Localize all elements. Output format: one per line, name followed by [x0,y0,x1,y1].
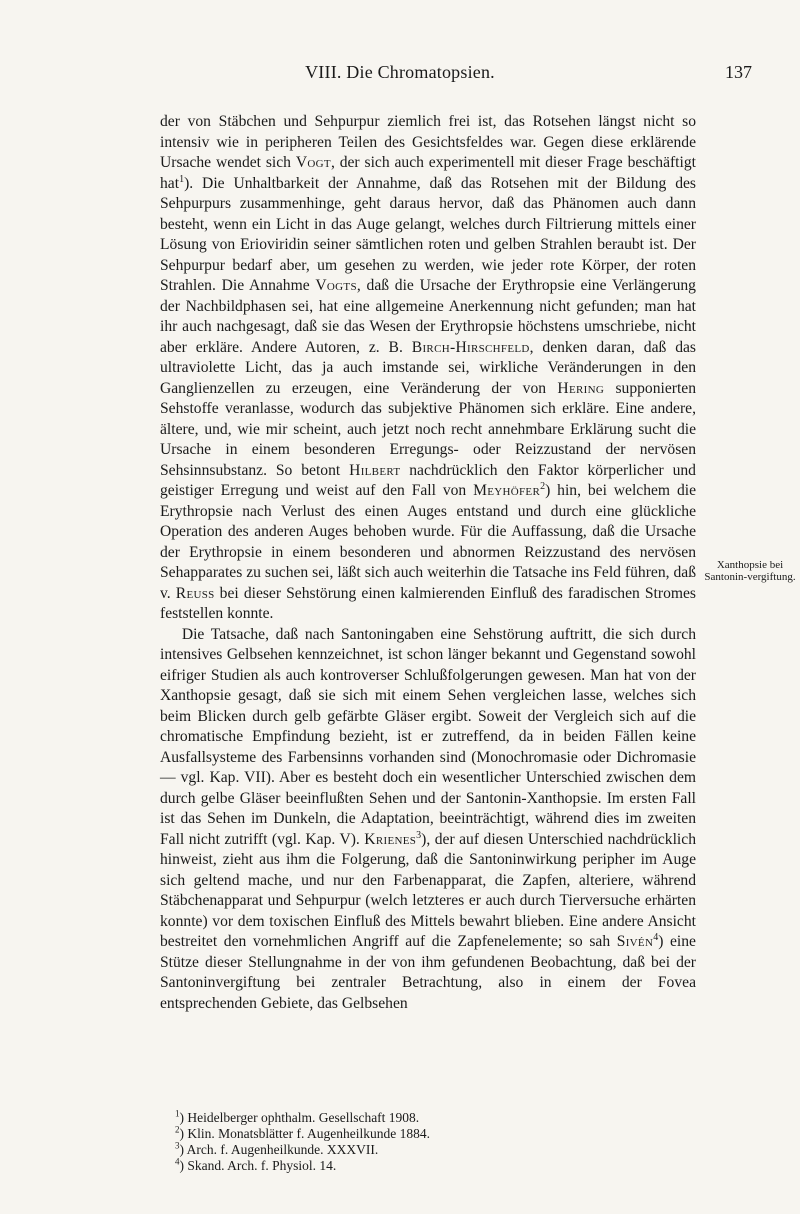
text-run: ), der auf diesen Unterschied nachdrücklich hinweist, zieht aus ihm die Folgerung, daß die Santoninwirkung peripher im Auge sich geltend mache, und nur den Farbenapparat, die Zapfen, alteriere, während Stäbchenapparat und Sehpurpur (welch letzteres er auch durch Tierversuche erhärten konnte) vor dem toxischen Einfluß des Mittels bewahrt blieben. Eine andere Ansicht bestreitet den vornehmlichen Angriff auf die Zapfenelemente; so sah [160,830,696,950]
text-run: nachdrücklich den Faktor körperlicher und geistiger Erregung und weist auf den Fall von [160,461,696,499]
text-run: , der sich auch experimentell mit dieser Frage beschäftigt hat [160,154,696,192]
author-name: Krienes [364,830,417,848]
text-run: ) hin, bei welchem die Erythropsie nach Verlust des einen Auges entstand und durch eine glückliche Operation des anderen Auges behoben wurde. Für die Auffassung, daß die Ursache der Erythropsie in einem besonderen und abnormen Reizzustand des nervösen Sehapparates zu suchen sei, läßt sich auch weiterhin die Tatsache ins Feld führen, daß v. [160,482,696,602]
page-number: 137 [725,62,752,82]
footnote-mark: 3 [175,1140,180,1151]
footnote-ref: 4 [653,931,659,943]
author-name: Reuss [175,584,215,602]
footnote-mark: 4 [175,1156,180,1167]
text-run: ). Die Unhaltbarkeit der Annahme, daß das Rotsehen mit der Bildung des Sehpurpurs zusammenhinge, geht daraus hervor, daß das Phänomen auch dann besteht, wenn ein Licht in das Auge gelangt, welches durch Filtrierung mittels einer Lösung von Erioviridin seiner sämtlichen roten und gelben Strahlen beraubt ist. Der Sehpurpur bedarf aber, um gesehen zu werden, wie jeder rote Körper, der roten Strahlen. Die Annahme [160,174,696,294]
footnote-mark: 1 [175,1108,180,1119]
body-text [160,112,696,1014]
footnote-text: Skand. Arch. f. Physiol. 14. [187,1158,337,1173]
text-run: der von Stäbchen und Sehpurpur ziemlich frei ist, das Rotsehen längst nicht so intensiv wie in peripheren Teilen des Gesichtsfeldes war. Gegen diese erklärende Ursache wendet sich [160,113,696,171]
author-name: Birch-Hirschfeld [411,338,530,356]
footnote-text: Klin. Monatsblätter f. Augenheilkunde 1884. [187,1126,430,1141]
footnote-ref: 3 [416,829,422,841]
author-name: Hilbert [349,461,401,479]
author-name: Sivén [616,933,654,950]
text-run: , denken daran, daß das ultraviolette Licht, das ja auch imstande sei, wirkliche Veränderungen in den Ganglienzellen zu erzeugen, eine Veränderung der von [160,338,697,397]
footnote: $^3$) Arch. f. Augenheilkunde. XXXVII. [175,1140,379,1157]
paragraph-erythropsie [160,112,696,625]
author-name: Hering [557,379,605,397]
author-name: Meyhöfer [473,482,541,499]
text-run: bei dieser Sehstörung einen kalmierenden Einfluß des faradischen Stromes feststellen konnte. [160,584,696,622]
author-name: Vogts [315,277,357,294]
footnote: $^1$) Heidelberger ophthalm. Gesellschaft 1908. [175,1108,420,1125]
margin-note: Xanthopsie bei Santonin-vergiftung. [704,559,796,583]
footnote-ref: 1 [179,173,185,185]
author-name: Vogt [295,154,331,171]
chapter-title: VIII. Die Chromatopsien. [305,62,495,82]
footnote-text: Heidelberger ophthalm. Gesellschaft 1908. [187,1110,420,1125]
footnote-text: Arch. f. Augenheilkunde. XXXVII. [186,1142,379,1157]
footnote-ref: 2 [540,480,546,492]
text-run: Die Tatsache, daß nach Santoningaben eine Sehstörung auftritt, die sich durch intensives Gelbsehen kennzeichnet, ist schon länger bekannt und Gegenstand sowohl eifriger Studien als auch kontroverser Schlußfolgerungen gewesen. Man hat von der Xanthopsie gesagt, daß sie sich mit einem Sehen vergleichen lasse, welches sich beim Blicken durch gelb gefärbte Gläser ergibt. Soweit der Vergleich sich auf die chromatische Empfindung bezieht, ist er zutreffend, da in beiden Fällen keine Ausfallsysteme des Farbensinns vorhanden sind (Monochromasie oder Dichromasie — vgl. Kap. VII). Aber es besteht doch ein wesentlicher Unterschied zwischen dem durch gelbe Gläser beeinflußten Sehen und der Santonin-Xanthopsie. Im ersten Fall ist das Sehen im Dunkeln, die Adaptation, beeinträchtigt, während dies im zweiten Fall nicht zutrifft (vgl. Kap. V). [160,625,696,848]
footnotes [175,1110,695,1174]
footnote: $^2$) Klin. Monatsblätter f. Augenheilkunde 1884. [175,1124,430,1141]
footnote-mark: 2 [175,1124,180,1135]
paragraph-xanthopsie [160,625,696,1015]
text-run: ) eine Stütze dieser Stellungnahme in der von ihm gefundenen Beobachtung, daß bei der Santoninvergiftung bei zentraler Betrachtung, also in einem der Fovea entsprechenden Gebiete, das Gelbsehen [160,933,696,1012]
footnote: $^4$) Skand. Arch. f. Physiol. 14. [175,1156,337,1173]
text-run: , daß die Ursache der Erythropsie eine Verlängerung der Nachbildphasen sei, hat eine allgemeine Anerkennung nicht gefunden; man hat ihr auch nachgesagt, daß sie das Wesen der Erythropsie höchstens umschriebe, nicht aber erkläre. Andere Autoren, z. B. [160,277,696,356]
running-header [0,62,800,90]
text-run: supponierten Sehstoffe veranlasse, wodurch das subjektive Phänomen sich erkläre. Eine andere, ältere, und, wie mir scheint, auch jetzt noch recht annehmbare Erklärung sucht die Ursache in einem besonderen Erregungs- oder Reizzustand der nervösen Sehsinnsubstanz. So betont [160,379,696,479]
